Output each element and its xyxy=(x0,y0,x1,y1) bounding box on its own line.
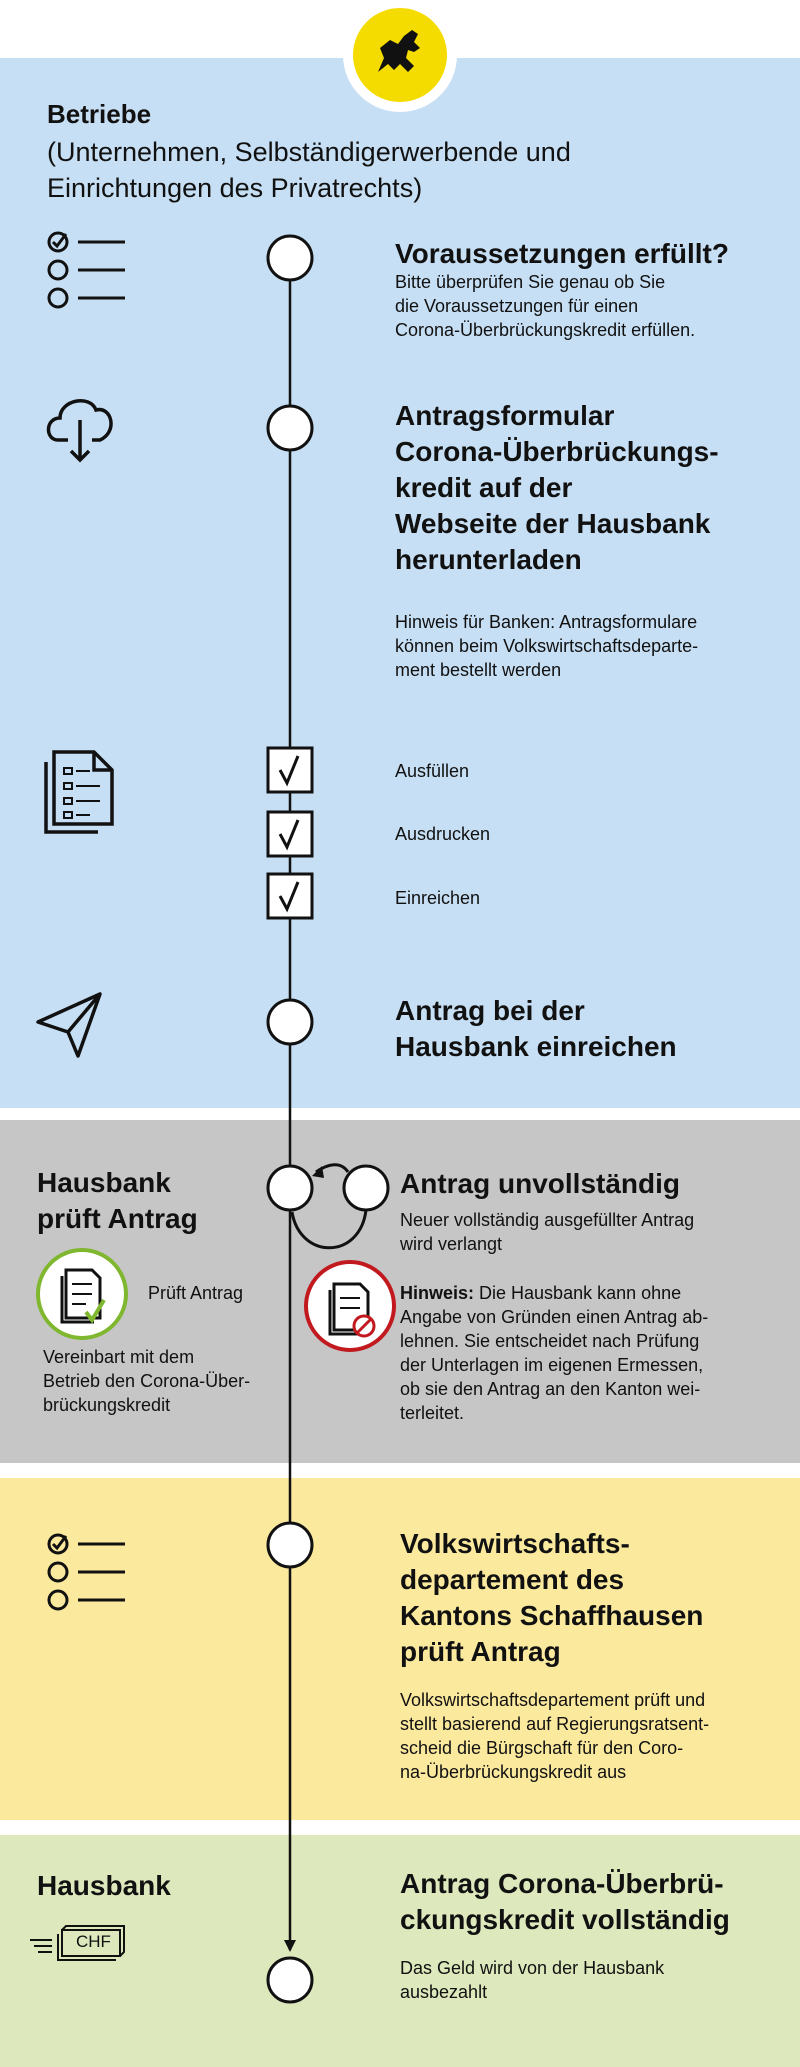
bank-check-icon xyxy=(38,1250,126,1338)
step-download-heading-4: Webseite der Hausbank xyxy=(395,508,711,539)
cloud-download-icon xyxy=(48,401,111,460)
rejection-note-line5: ob sie den Antrag an den Kanton wei- xyxy=(400,1379,701,1399)
complete-heading-2: ckungskredit vollständig xyxy=(400,1904,730,1935)
step-requirements-text-3: Corona-Überbrückungskredit erfüllen. xyxy=(395,320,696,340)
bank-agreement-line2: Betrieb den Corona-Über- xyxy=(43,1371,251,1391)
rejection-note-line4: der Unterlagen im eigenen Ermessen, xyxy=(400,1355,704,1375)
rejection-note-line1: Hinweis: Die Hausbank kann ohne xyxy=(400,1283,682,1303)
incomplete-text-2: wird verlangt xyxy=(400,1234,503,1254)
chf-label: CHF xyxy=(76,1932,111,1951)
rejection-note-label: Hinweis: xyxy=(400,1283,475,1303)
step-requirements-text-1: Bitte überprüfen Sie genau ob Sie xyxy=(395,272,666,292)
checkbox-label-submit: Einreichen xyxy=(395,888,481,908)
step-download-heading-2: Corona-Überbrückungs- xyxy=(395,436,719,467)
canton-heading-4: prüft Antrag xyxy=(400,1636,561,1667)
canton-text-4: na-Überbrückungskredit aus xyxy=(400,1762,627,1782)
businesses-title: Betriebe xyxy=(47,99,152,129)
canton-heading-2: departement des xyxy=(400,1564,625,1595)
reject-document-icon xyxy=(306,1262,394,1350)
complete-heading-1: Antrag Corona-Überbrü- xyxy=(400,1868,724,1899)
businesses-subtitle-line1: (Unternehmen, Selbständigerwerbende und xyxy=(47,137,571,167)
incomplete-text-1: Neuer vollständig ausgefüllter Antrag xyxy=(400,1210,695,1230)
bank-agreement-line3: brückungskredit xyxy=(43,1395,171,1415)
rejection-note-line6: terleitet. xyxy=(400,1403,465,1423)
canton-heading-1: Volkswirtschafts- xyxy=(400,1528,630,1559)
checklist-icon-canton xyxy=(49,1535,125,1609)
rejection-note-line2: Angabe von Gründen einen Antrag ab- xyxy=(400,1307,709,1327)
node-complete xyxy=(268,1958,312,2002)
node-bank-review xyxy=(268,1166,312,1210)
step-submit-heading-2: Hausbank einreichen xyxy=(395,1031,677,1062)
canton-text-1: Volkswirtschaftsdepartement prüft und xyxy=(400,1690,706,1710)
complete-text-2: ausbezahlt xyxy=(400,1982,488,2002)
step-submit-heading-1: Antrag bei der xyxy=(395,995,585,1026)
step-download-heading-3: kredit auf der xyxy=(395,472,573,503)
checkbox-label-print: Ausdrucken xyxy=(395,824,491,844)
checklist-icon xyxy=(49,233,125,307)
bank-review-title-2: prüft Antrag xyxy=(37,1203,198,1234)
canton-text-2: stellt basierend auf Regierungsratsent- xyxy=(400,1714,710,1734)
node-submit xyxy=(268,1000,312,1044)
logo-emblem xyxy=(343,0,457,112)
node-canton-review xyxy=(268,1523,312,1567)
bank-note-line1: Hinweis für Banken: Antragsformulare xyxy=(395,612,698,632)
businesses-subtitle-line2: Einrichtungen des Privatrechts) xyxy=(47,173,423,203)
documents-icon xyxy=(46,752,112,832)
canton-heading-3: Kantons Schaffhausen xyxy=(400,1600,704,1631)
timeline-arrowhead xyxy=(284,1940,296,1952)
checkbox-nodes xyxy=(268,748,312,918)
step-download-heading-5: herunterladen xyxy=(395,544,582,575)
node-download xyxy=(268,406,312,450)
rejection-note-line3: lehnen. Sie entscheidet nach Prüfung xyxy=(400,1331,700,1351)
bank-note-line3: ment bestellt werden xyxy=(395,660,562,680)
complete-text-1: Das Geld wird von der Hausbank xyxy=(400,1958,665,1978)
bank-note-line2: können beim Volkswirtschaftsdeparte- xyxy=(395,636,699,656)
canton-text-3: scheid die Bürgschaft für den Coro- xyxy=(400,1738,684,1758)
step-requirements-heading: Voraussetzungen erfüllt? xyxy=(395,238,729,269)
bank-agreement-line1: Vereinbart mit dem xyxy=(43,1347,195,1367)
payout-title: Hausbank xyxy=(37,1870,171,1901)
node-incomplete xyxy=(344,1166,388,1210)
bank-review-title-1: Hausbank xyxy=(37,1167,171,1198)
node-requirements xyxy=(268,236,312,280)
bank-check-label: Prüft Antrag xyxy=(148,1283,244,1303)
step-download-heading-1: Antragsformular xyxy=(395,400,615,431)
checkbox-label-fill-out: Ausfüllen xyxy=(395,761,470,781)
incomplete-heading: Antrag unvollständig xyxy=(400,1168,680,1199)
loop-arrow-path xyxy=(292,1210,366,1248)
paper-plane-icon xyxy=(38,994,100,1056)
step-requirements-text-2: die Voraussetzungen für einen xyxy=(395,296,639,316)
